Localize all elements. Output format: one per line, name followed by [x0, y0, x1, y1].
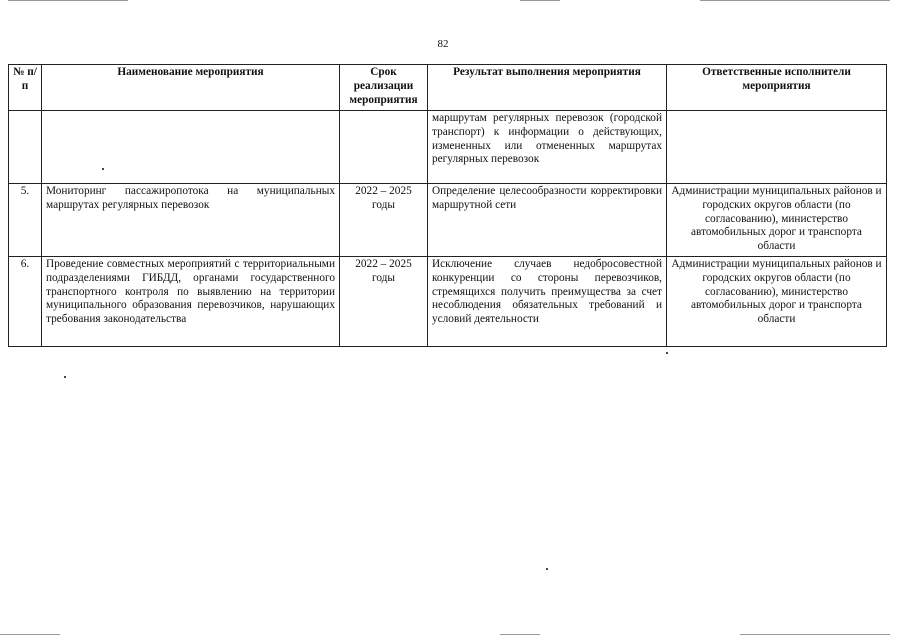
row-num: 6.	[9, 257, 42, 347]
row-executors: Администрации муниципальных районов и городских округов области (по согласованию), министерство автомобильных дорог и транспорта области	[667, 184, 887, 257]
row-result: Исключение случаев недобросовестной конкуренции со стороны перевозчиков, стремящихся получить преимущества за счет несоблюдения обязательных требований и условий деятельности	[428, 257, 667, 347]
row-term: 2022 – 2025 годы	[340, 184, 428, 257]
scan-artifact-bottom-right	[740, 634, 890, 635]
scan-artifact-top-right	[700, 0, 890, 1]
scan-artifact-top-mid	[520, 0, 560, 1]
scan-artifact-top-left	[8, 0, 128, 1]
row-term	[340, 111, 428, 184]
row-executors: Администрации муниципальных районов и городских округов области (по согласованию), министерство автомобильных дорог и транспорта области	[667, 257, 887, 347]
table-row	[9, 111, 887, 184]
row-name	[42, 111, 340, 184]
scan-speck	[102, 168, 104, 170]
row-num	[9, 111, 42, 184]
scan-speck	[666, 352, 668, 354]
scan-artifact-bottom-mid	[500, 634, 540, 635]
measures-table	[8, 64, 887, 347]
row-name: Мониторинг пассажиропотока на муниципальных маршрутах регулярных перевозок	[42, 184, 340, 257]
header-term: Срок реализации мероприятия	[340, 65, 428, 111]
scan-artifact-bottom-left	[0, 634, 60, 635]
table-row	[9, 257, 887, 347]
header-executors: Ответственные исполнители мероприятия	[667, 65, 887, 111]
header-num: № п/п	[9, 65, 42, 111]
table-header-row	[9, 65, 887, 111]
page-number: 82	[437, 38, 449, 50]
row-result: маршрутам регулярных перевозок (городской транспорт) к информации о действующих, измененных или отмененных маршрутах регулярных перевозок	[428, 111, 667, 184]
row-executors	[667, 111, 887, 184]
row-name: Проведение совместных мероприятий с территориальными подразделениями ГИБДД, органами государственного транспортного контроля по выявлению на территории муниципального образования перевозчиков, нарушающих требования законодательства	[42, 257, 340, 347]
table-row	[9, 184, 887, 257]
scan-speck	[546, 568, 548, 570]
header-name: Наименование мероприятия	[42, 65, 340, 111]
row-result: Определение целесообразности корректировки маршрутной сети	[428, 184, 667, 257]
scan-speck	[64, 376, 66, 378]
row-num: 5.	[9, 184, 42, 257]
header-result: Результат выполнения мероприятия	[428, 65, 667, 111]
row-term: 2022 – 2025 годы	[340, 257, 428, 347]
